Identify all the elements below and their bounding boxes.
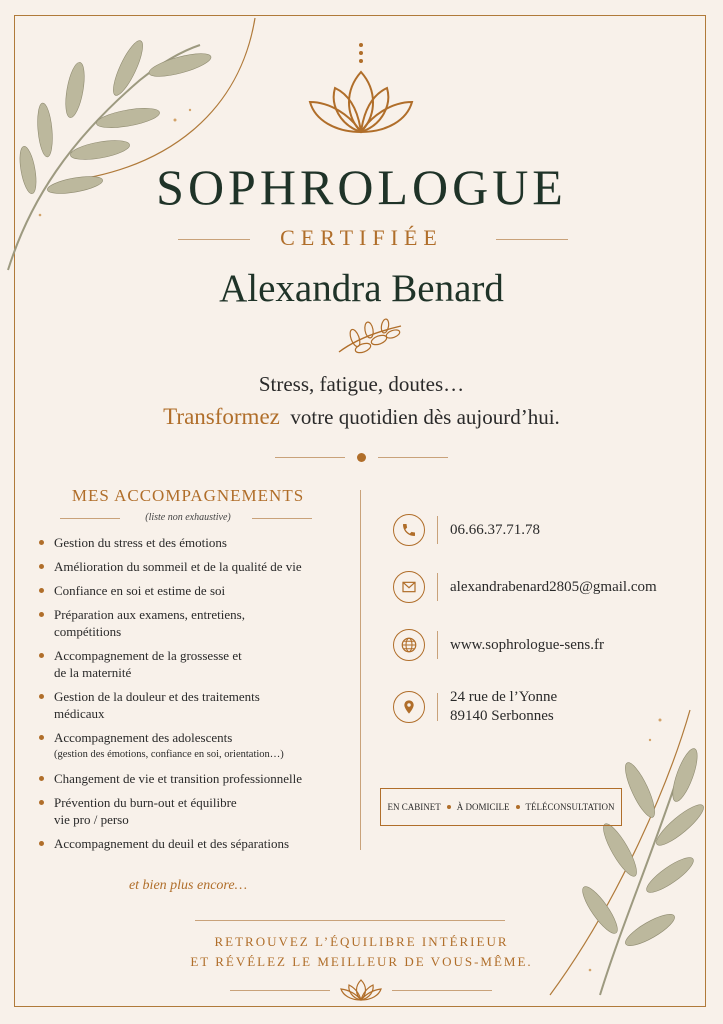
list-item: Confiance en soi et estime de soi	[38, 582, 358, 599]
tagline-line2	[0, 404, 723, 430]
more-text: et bien plus encore…	[128, 878, 248, 893]
list-item: Prévention du burn-out et équilibre vie pro / perso	[38, 794, 358, 828]
list-item: Amélioration du sommeil et de la qualité de vie	[38, 558, 358, 575]
mode-domicile: À DOMICILE	[456, 802, 510, 812]
footer-line2: ET RÉVÉLEZ LE MEILLEUR DE VOUS-MÊME.	[190, 954, 533, 969]
sprig-icon	[335, 318, 405, 356]
phone-number[interactable]: 06.66.37.71.78	[450, 521, 540, 538]
separator-dot	[516, 805, 520, 809]
contact-divider	[437, 573, 438, 601]
services-list	[38, 534, 358, 859]
column-divider	[360, 490, 361, 850]
email-address[interactable]: alexandrabenard2805@gmail.com	[450, 578, 657, 595]
phone-icon	[393, 514, 425, 546]
services-title: MES ACCOMPAGNEMENTS	[71, 486, 305, 505]
divider-line	[392, 990, 492, 991]
divider-line	[378, 457, 448, 458]
separator-dot	[447, 805, 451, 809]
contact-address	[393, 688, 557, 726]
list-item: Accompagnement des adolescents (gestion des émotions, confiance en soi, orientation…)	[38, 729, 358, 763]
divider-line	[195, 920, 505, 921]
list-item: Gestion de la douleur et des traitements médicaux	[38, 688, 358, 722]
divider-line	[275, 457, 345, 458]
contact-website[interactable]	[393, 629, 604, 661]
contact-phone[interactable]	[393, 514, 540, 546]
mode-cabinet: EN CABINET	[387, 802, 441, 812]
website-url[interactable]: www.sophrologue-sens.fr	[450, 636, 604, 653]
list-item: Accompagnement du deuil et des séparations	[38, 835, 358, 852]
contact-divider	[437, 516, 438, 544]
practitioner-name: Alexandra Benard	[219, 267, 504, 310]
location-pin-icon	[393, 691, 425, 723]
list-item: Accompagnement de la grossesse et de la maternité	[38, 647, 358, 681]
tagline-line1: Stress, fatigue, doutes…	[258, 372, 465, 396]
contact-divider	[437, 631, 438, 659]
lotus-logo-icon	[300, 40, 423, 140]
globe-icon	[393, 629, 425, 661]
address: 24 rue de l’Yonne 89140 Serbonnes	[450, 689, 558, 724]
divider-dot	[357, 453, 366, 462]
footer-line1: RETROUVEZ L’ÉQUILIBRE INTÉRIEUR	[214, 934, 509, 949]
contact-email[interactable]	[393, 571, 657, 603]
services-note: (liste non exhaustive)	[145, 512, 231, 523]
list-item: Préparation aux examens, entretiens, compétitions	[38, 606, 358, 640]
consultation-modes	[380, 788, 622, 826]
tagline-rest: votre quotidien dès aujourd’hui.	[290, 405, 560, 429]
tagline-highlight: Transformez	[163, 404, 280, 429]
list-item: Gestion du stress et des émotions	[38, 534, 358, 551]
list-item: Changement de vie et transition professionnelle	[38, 770, 358, 787]
subtitle: CERTIFIÉE	[280, 225, 443, 250]
page-title: SOPHROLOGUE	[156, 159, 567, 215]
divider-line	[230, 990, 330, 991]
contact-divider	[437, 693, 438, 721]
mail-icon	[393, 571, 425, 603]
mode-teleconsultation: TÉLÉCONSULTATION	[525, 802, 615, 812]
small-lotus-icon	[340, 976, 382, 1002]
